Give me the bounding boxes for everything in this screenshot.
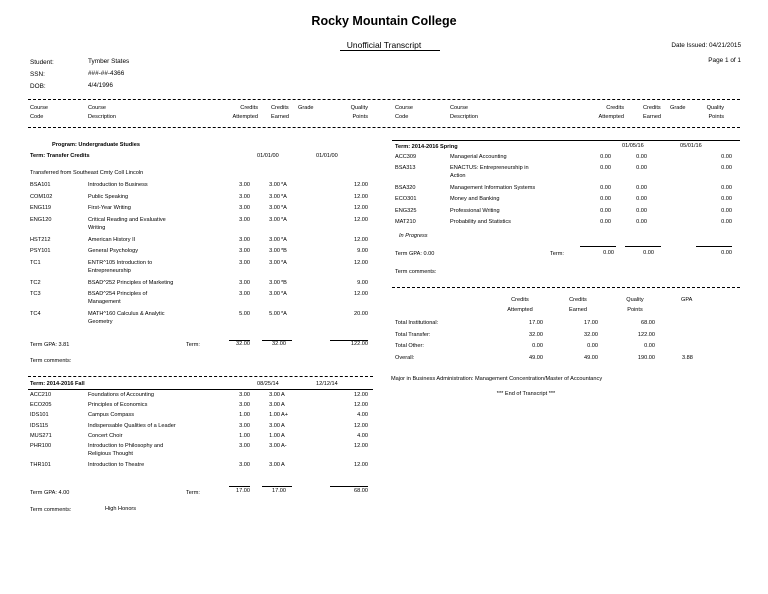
course-description: ENTR^105 Introduction to bbox=[88, 259, 153, 266]
quality-points: 9.00 bbox=[357, 248, 368, 254]
course-row bbox=[395, 185, 740, 196]
credits-earned: 0.00 bbox=[636, 196, 647, 203]
course-description: Foundations of Accounting bbox=[88, 392, 154, 398]
course-description: General Psychology bbox=[88, 248, 139, 254]
credits-attempted: 3.00 bbox=[239, 236, 250, 243]
course-description-cont: Management bbox=[88, 299, 121, 305]
spring-end-date: 05/01/16 bbox=[680, 143, 702, 149]
credits-attempted: 3.00 bbox=[239, 182, 250, 188]
page-number: Page 1 of 1 bbox=[708, 57, 741, 64]
grade: *A bbox=[281, 259, 287, 266]
grade: *A bbox=[281, 236, 287, 243]
course-row bbox=[30, 182, 370, 193]
credits-earned: 3.00 bbox=[269, 392, 280, 398]
credits-earned: 0.00 bbox=[636, 165, 647, 172]
course-code: TC4 bbox=[30, 311, 41, 317]
quality-points: 9.00 bbox=[357, 279, 368, 286]
dob-value: 4/4/1996 bbox=[88, 82, 113, 89]
summary-row bbox=[395, 355, 740, 365]
course-row bbox=[30, 248, 370, 259]
dob-label: DOB: bbox=[30, 83, 46, 90]
course-row bbox=[30, 237, 370, 248]
spring-term-word: Term: bbox=[550, 251, 564, 257]
course-code: PHR100 bbox=[30, 443, 52, 449]
transferred-from: Transferred from Southeast Cmty Coll Lincoln bbox=[30, 170, 144, 176]
quality-points: 12.00 bbox=[354, 236, 368, 243]
credits-attempted: 0.00 bbox=[600, 154, 611, 160]
credits-attempted: 3.00 bbox=[239, 402, 250, 409]
course-code: TC3 bbox=[30, 291, 41, 297]
course-description: Principles of Economics bbox=[88, 402, 148, 409]
course-description: Critical Reading and Evaluative bbox=[88, 216, 166, 223]
course-code: MAT210 bbox=[395, 218, 416, 225]
credits-attempted: 3.00 bbox=[239, 279, 250, 286]
fall-end-date: 12/12/14 bbox=[316, 381, 338, 387]
credits-earned: 0.00 bbox=[636, 154, 647, 160]
quality-points: 0.00 bbox=[721, 185, 732, 192]
quality-points: 12.00 bbox=[354, 461, 368, 468]
quality-points: 0.00 bbox=[721, 218, 732, 225]
course-code: ENG120 bbox=[30, 216, 52, 223]
spring-term-comments: Term comments: bbox=[395, 269, 437, 275]
spring-term-label: Term: 2014-2016 Spring bbox=[395, 144, 458, 150]
course-description-cont: Geometry bbox=[88, 319, 113, 325]
quality-points: 0.00 bbox=[721, 207, 732, 214]
transfer-term-comments: Term comments: bbox=[30, 358, 72, 364]
credits-earned: 0.00 bbox=[636, 207, 647, 214]
program-label: Program: Undergraduate Studies bbox=[52, 142, 140, 148]
credits-earned: 3.00 bbox=[269, 422, 280, 429]
credits-earned: 5.00 bbox=[269, 311, 280, 317]
course-description: Money and Banking bbox=[450, 196, 500, 203]
fall-total-attempted: 17.00 bbox=[236, 488, 250, 494]
summary-row bbox=[395, 343, 740, 353]
summary-points: 68.00 bbox=[641, 320, 655, 326]
course-description: BSAD^252 Principles of Marketing bbox=[88, 279, 174, 286]
transfer-term-word: Term: bbox=[186, 342, 200, 348]
course-description: BSAD^254 Principles of bbox=[88, 291, 148, 297]
credits-earned: 3.00 bbox=[269, 236, 280, 243]
course-code: PSY101 bbox=[30, 248, 51, 254]
transfer-total-points: 122.00 bbox=[350, 341, 368, 347]
student-label: Student: bbox=[30, 59, 54, 66]
grade: A bbox=[281, 402, 285, 409]
course-description-cont: Action bbox=[450, 173, 466, 180]
credits-attempted: 3.00 bbox=[239, 291, 250, 297]
ssn-label: SSN: bbox=[30, 71, 45, 78]
fall-course-list bbox=[30, 392, 370, 484]
course-row bbox=[395, 219, 740, 230]
credits-attempted: 0.00 bbox=[600, 185, 611, 192]
course-code: IDS101 bbox=[30, 412, 49, 419]
credits-earned: 3.00 bbox=[269, 279, 280, 286]
course-description: Managerial Accounting bbox=[450, 154, 507, 160]
summary-gpa: 3.88 bbox=[682, 354, 693, 361]
transfer-total-attempted: 32.00 bbox=[236, 341, 250, 347]
course-description: MATH^160 Calculus & Analytic bbox=[88, 311, 165, 317]
course-code: ENG325 bbox=[395, 207, 417, 214]
fall-total-points: 68.00 bbox=[354, 488, 368, 494]
credits-earned: 1.00 bbox=[269, 412, 280, 419]
quality-points: 12.00 bbox=[354, 402, 368, 409]
date-issued: Date Issued: 04/21/2015 bbox=[671, 42, 741, 49]
course-description-cont: Entrepreneurship bbox=[88, 267, 131, 274]
quality-points: 12.00 bbox=[354, 205, 368, 211]
course-description-cont: Writing bbox=[88, 224, 106, 231]
summary-points: 0.00 bbox=[644, 343, 655, 349]
course-row bbox=[30, 280, 370, 291]
summary-label: Overall: bbox=[395, 354, 415, 361]
transfer-term-label: Term: Transfer Credits bbox=[30, 153, 90, 159]
course-row bbox=[30, 311, 370, 331]
course-code: ECO205 bbox=[30, 402, 52, 409]
credits-attempted: 0.00 bbox=[600, 196, 611, 203]
spring-total-attempted: 0.00 bbox=[603, 250, 614, 256]
course-row bbox=[30, 194, 370, 205]
transfer-end-date: 01/01/00 bbox=[316, 153, 338, 159]
course-code: ACC210 bbox=[30, 392, 52, 398]
summary-points: 190.00 bbox=[637, 354, 655, 361]
credits-attempted: 3.00 bbox=[239, 259, 250, 266]
summary-row bbox=[395, 332, 740, 342]
course-description: American History II bbox=[88, 236, 136, 243]
grade: *A bbox=[281, 291, 287, 297]
course-code: BSA101 bbox=[30, 182, 51, 188]
credits-attempted: 3.00 bbox=[239, 248, 250, 254]
major-statement: Major in Business Administration: Management Concentration/Master of Accountancy bbox=[391, 376, 603, 382]
credits-attempted: 0.00 bbox=[600, 207, 611, 214]
spring-course-list bbox=[395, 154, 740, 232]
summary-attempted: 17.00 bbox=[529, 320, 543, 326]
course-code: IDS115 bbox=[30, 422, 49, 429]
transfer-gpa: Term GPA: 3.81 bbox=[30, 342, 70, 348]
course-code: ECO301 bbox=[395, 196, 417, 203]
summary-earned: 32.00 bbox=[584, 331, 598, 338]
credits-earned: 3.00 bbox=[269, 193, 280, 200]
credits-attempted: 3.00 bbox=[239, 205, 250, 211]
student-name: Tymber States bbox=[88, 58, 130, 65]
credits-earned: 3.00 bbox=[269, 443, 280, 449]
grade: A bbox=[281, 461, 285, 468]
in-progress-label: In Progress bbox=[399, 233, 428, 239]
course-code: BSA313 bbox=[395, 165, 416, 172]
grade: *A bbox=[281, 205, 287, 211]
summary-attempted: 49.00 bbox=[529, 354, 543, 361]
course-code: MUS271 bbox=[30, 432, 52, 439]
credits-attempted: 3.00 bbox=[239, 422, 250, 429]
course-row bbox=[395, 165, 740, 185]
course-code: THR101 bbox=[30, 461, 51, 468]
spring-total-earned: 0.00 bbox=[643, 250, 654, 256]
credits-attempted: 3.00 bbox=[239, 461, 250, 468]
quality-points: 20.00 bbox=[354, 311, 368, 317]
quality-points: 4.00 bbox=[357, 412, 368, 419]
summary-attempted: 0.00 bbox=[532, 343, 543, 349]
credits-earned: 0.00 bbox=[636, 218, 647, 225]
quality-points: 0.00 bbox=[721, 196, 732, 203]
summary-label: Total Other: bbox=[395, 343, 424, 349]
quality-points: 12.00 bbox=[354, 422, 368, 429]
credits-attempted: 1.00 bbox=[239, 432, 250, 439]
course-row bbox=[395, 208, 740, 219]
credits-attempted: 3.00 bbox=[239, 443, 250, 449]
quality-points: 12.00 bbox=[354, 182, 368, 188]
quality-points: 12.00 bbox=[354, 216, 368, 223]
transfer-total-earned: 32.00 bbox=[272, 341, 286, 347]
ssn-value: ###-##-4366 bbox=[88, 70, 125, 77]
course-code: HST212 bbox=[30, 236, 51, 243]
spring-start-date: 01/05/16 bbox=[622, 143, 644, 149]
grade: A- bbox=[281, 443, 287, 449]
course-description: Introduction to Theatre bbox=[88, 461, 145, 468]
grade: A+ bbox=[281, 412, 288, 419]
fall-gpa: Term GPA: 4.00 bbox=[30, 490, 70, 496]
course-description: ENACTUS: Entrepreneurship in bbox=[450, 165, 529, 172]
grade: *A bbox=[281, 193, 287, 200]
course-description: Campus Compass bbox=[88, 412, 135, 419]
grade: A bbox=[281, 422, 285, 429]
credits-earned: 3.00 bbox=[269, 259, 280, 266]
quality-points: 12.00 bbox=[354, 259, 368, 266]
grade: *A bbox=[281, 182, 287, 188]
fall-term-comments-value: High Honors bbox=[105, 506, 137, 512]
credits-earned: 3.00 bbox=[269, 205, 280, 211]
credits-earned: 3.00 bbox=[269, 248, 280, 254]
quality-points: 12.00 bbox=[354, 443, 368, 449]
header-divider bbox=[28, 99, 740, 100]
course-description: Concert Choir bbox=[88, 432, 123, 439]
course-row bbox=[30, 291, 370, 311]
credits-attempted: 3.00 bbox=[239, 392, 250, 398]
course-description: Introduction to Philosophy and bbox=[88, 443, 164, 449]
summary-earned: 17.00 bbox=[584, 320, 598, 326]
summary-earned: 49.00 bbox=[584, 354, 598, 361]
grade: *B bbox=[281, 279, 287, 286]
credits-earned: 3.00 bbox=[269, 216, 280, 223]
transfer-start-date: 01/01/00 bbox=[257, 153, 279, 159]
quality-points: 12.00 bbox=[354, 291, 368, 297]
fall-total-earned: 17.00 bbox=[272, 488, 286, 494]
credits-earned: 1.00 bbox=[269, 432, 280, 439]
credits-attempted: 5.00 bbox=[239, 311, 250, 317]
course-description: Professional Writing bbox=[450, 207, 500, 214]
spring-gpa: Term GPA: 0.00 bbox=[395, 251, 435, 257]
course-description: Management Information Systems bbox=[450, 185, 536, 192]
credits-earned: 3.00 bbox=[269, 461, 280, 468]
course-description: Introduction to Business bbox=[88, 182, 148, 188]
credits-attempted: 0.00 bbox=[600, 165, 611, 172]
fall-term-comments-label: Term comments: bbox=[30, 507, 72, 513]
course-code: TC2 bbox=[30, 279, 41, 286]
course-description: Probability and Statistics bbox=[450, 218, 511, 225]
grade: *B bbox=[281, 248, 287, 254]
summary-label: Total Institutional: bbox=[395, 320, 439, 326]
course-description: Indispensable Qualities of a Leader bbox=[88, 422, 176, 429]
quality-points: 12.00 bbox=[354, 392, 368, 398]
transcript-subtitle: Unofficial Transcript bbox=[346, 40, 422, 50]
course-code: COM102 bbox=[30, 193, 53, 200]
summary-row bbox=[395, 320, 740, 330]
grade: *A bbox=[281, 311, 287, 317]
fall-term-label: Term: 2014-2016 Fall bbox=[30, 381, 85, 387]
summary-attempted: 32.00 bbox=[529, 331, 543, 338]
college-title: Rocky Mountain College bbox=[311, 14, 457, 28]
summary-points: 122.00 bbox=[637, 331, 655, 338]
credits-earned: 3.00 bbox=[269, 291, 280, 297]
grade: A bbox=[281, 432, 285, 439]
credits-attempted: 3.00 bbox=[239, 193, 250, 200]
summary-totals bbox=[395, 320, 740, 368]
course-row bbox=[30, 443, 370, 463]
quality-points: 4.00 bbox=[357, 432, 368, 439]
grade: A bbox=[281, 392, 285, 398]
course-code: ENG119 bbox=[30, 205, 52, 211]
credits-earned: 3.00 bbox=[269, 182, 280, 188]
course-code: TC1 bbox=[30, 259, 41, 266]
credits-attempted: 3.00 bbox=[239, 216, 250, 223]
end-of-transcript: *** End of Transcript *** bbox=[496, 391, 556, 397]
course-row bbox=[30, 462, 370, 473]
credits-attempted: 1.00 bbox=[239, 412, 250, 419]
credits-earned: 0.00 bbox=[636, 185, 647, 192]
fall-term-word: Term: bbox=[186, 490, 200, 496]
course-row bbox=[30, 260, 370, 280]
grade: *A bbox=[281, 216, 287, 223]
summary-label: Total Transfer: bbox=[395, 331, 431, 338]
course-row bbox=[395, 154, 740, 165]
quality-points: 0.00 bbox=[721, 154, 732, 160]
spring-total-points: 0.00 bbox=[721, 250, 732, 256]
fall-start-date: 08/25/14 bbox=[257, 381, 279, 387]
course-code: BSA320 bbox=[395, 185, 416, 192]
quality-points: 0.00 bbox=[721, 165, 732, 172]
course-description: First-Year Writing bbox=[88, 205, 131, 211]
credits-attempted: 0.00 bbox=[600, 218, 611, 225]
course-description-cont: Religious Thought bbox=[88, 451, 133, 457]
quality-points: 12.00 bbox=[354, 193, 368, 200]
credits-earned: 3.00 bbox=[269, 402, 280, 409]
course-row bbox=[30, 217, 370, 237]
course-description: Public Speaking bbox=[88, 193, 129, 200]
summary-earned: 0.00 bbox=[587, 343, 598, 349]
course-row bbox=[395, 196, 740, 207]
transfer-course-list bbox=[30, 182, 370, 342]
course-code: ACC309 bbox=[395, 154, 417, 160]
course-row bbox=[30, 205, 370, 216]
